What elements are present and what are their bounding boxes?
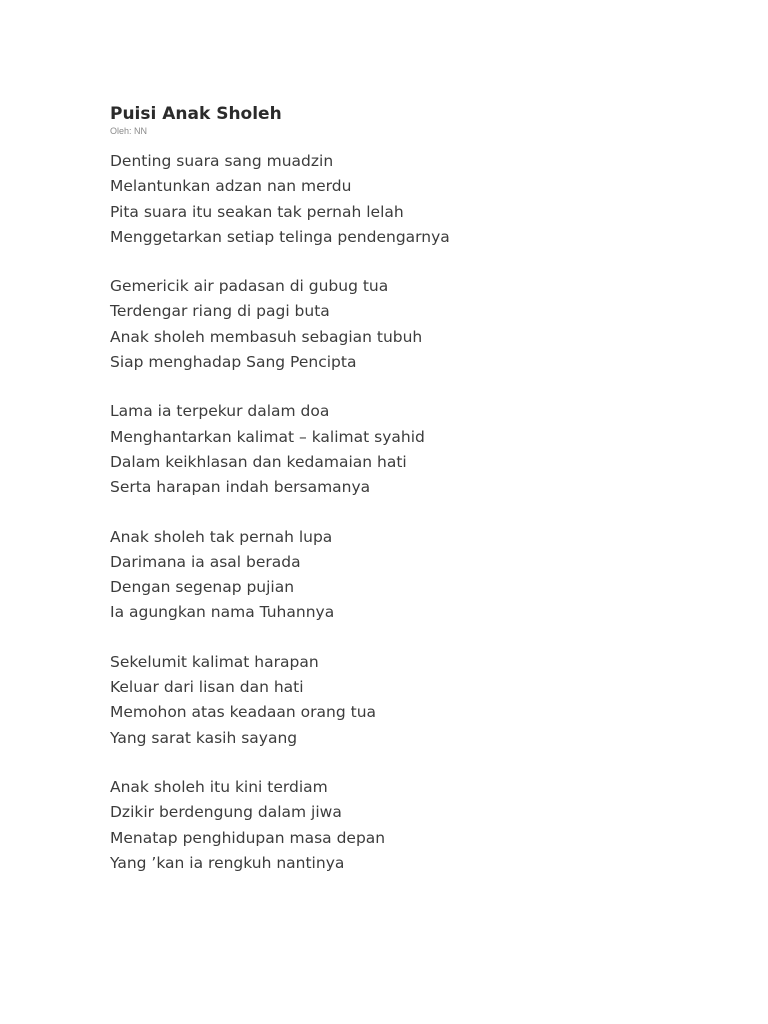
poem-line: Terdengar riang di pagi buta — [110, 302, 330, 321]
poem-line: Dalam keikhlasan dan kedamaian hati — [110, 452, 407, 471]
poem-author: Oleh: NN — [110, 126, 148, 136]
poem-line: Keluar dari lisan dan hati — [110, 678, 304, 697]
poem-line: Siap menghadap Sang Pencipta — [110, 353, 357, 372]
poem-line: Anak sholeh tak pernah lupa — [110, 527, 333, 546]
poem-line: Sekelumit kalimat harapan — [110, 652, 319, 671]
poem-line: Menatap penghidupan masa depan — [110, 828, 386, 847]
stanza-1 — [110, 149, 710, 250]
poem-line: Serta harapan indah bersamanya — [110, 478, 371, 497]
poem-line: Ia agungkan nama Tuhannya — [110, 603, 335, 622]
poem-line: Memohon atas keadaan orang tua — [110, 703, 377, 722]
poem-line: Gemericik air padasan di gubug tua — [110, 277, 389, 296]
stanza-3 — [110, 399, 710, 500]
poem-line: Dengan segenap pujian — [110, 578, 295, 597]
poem-line: Yang sarat kasih sayang — [110, 728, 298, 747]
stanza-6 — [110, 775, 710, 876]
stanza-4 — [110, 525, 710, 626]
poem-line: Menggetarkan setiap telinga pendengarnya — [110, 227, 450, 246]
poem-line: Anak sholeh itu kini terdiam — [110, 777, 328, 796]
poem-line: Lama ia terpekur dalam doa — [110, 402, 330, 421]
poem-title: Puisi Anak Sholeh — [110, 104, 282, 124]
poem-line: Pita suara itu seakan tak pernah lelah — [110, 202, 404, 221]
poem-document — [110, 103, 710, 900]
poem-line: Anak sholeh membasuh sebagian tubuh — [110, 327, 423, 346]
poem-line: Dzikir berdengung dalam jiwa — [110, 803, 342, 822]
poem-line: Menghantarkan kalimat – kalimat syahid — [110, 427, 425, 446]
poem-line: Melantunkan adzan nan merdu — [110, 177, 352, 196]
poem-line: Darimana ia asal berada — [110, 552, 301, 571]
poem-line: Denting suara sang muadzin — [110, 152, 334, 170]
poem-line: Yang ’kan ia rengkuh nantinya — [110, 853, 345, 872]
stanza-5 — [110, 650, 710, 751]
stanza-2 — [110, 274, 710, 375]
